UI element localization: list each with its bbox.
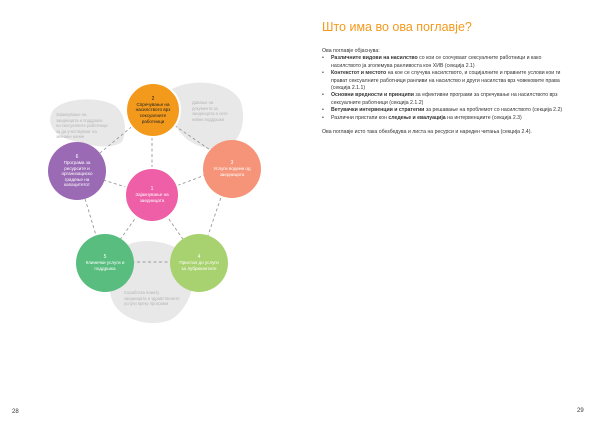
bullet-3: [322, 92, 570, 107]
node-1-label: Зајакнување на заедницата: [135, 192, 169, 203]
right-page-number: 29: [577, 408, 584, 414]
node-5-number: 5: [103, 254, 107, 261]
blob-note-top-left: Зајакнување на заедницата и поддршка на сексуалните работници за да учествуваат на значаен начин: [56, 112, 108, 140]
bullet-4-bold: Ветувачки интервенции и стратегии: [331, 107, 425, 114]
node-1: [124, 167, 180, 223]
bullet-2: [322, 70, 570, 92]
left-page-number: 28: [12, 409, 19, 415]
bullet-5: [322, 115, 570, 122]
blob-note-top-right: Давање на документи за заедницата и сите нивни поддршки: [192, 100, 228, 122]
blob-note-bottom: Соработка помеѓу заедницата и здравствените услуги преку програми: [124, 290, 180, 307]
bullet-5-text: Различни пристапи кон: [331, 114, 389, 121]
bullet-5-bold: следење и евалуација: [388, 114, 446, 121]
node-3: [203, 140, 261, 198]
page-title: Што има во ова поглавје?: [322, 20, 472, 34]
chapter-summary: [322, 48, 570, 137]
node-2-label: Спречување на насилството врз сексуалните работници: [135, 101, 171, 124]
intro-text: Ова поглавје објаснува:: [322, 48, 380, 54]
node-5-label: Клинички услуги и поддршка: [85, 260, 125, 271]
node-3-label: Услуги водени од заедницата: [213, 166, 251, 177]
node-6-label: Програма за ресурсите и организациско градење на капацитетот: [61, 160, 93, 188]
node-5: [76, 234, 134, 292]
node-2: [125, 82, 181, 138]
node-3-number: 3: [230, 160, 234, 167]
bullet-1-text: со кои се соочуваат сексуалните работници и како насилството ја зголемува ранливоста кон ХИВ (секција 2.1): [331, 55, 542, 69]
bullet-2-text: на кое се случува насилството, и социјалните и правните услови кои ги прават сексуалните работници ранливи на насилство и други насилства врз човековите права (секција 2.1.1): [331, 70, 561, 92]
node-4-number: 4: [197, 254, 201, 261]
bullet-1: [322, 55, 570, 70]
bullet-5-text-2: на интервенциите (секција 2.3): [445, 114, 522, 121]
bullet-1-bold: Различните видови на насилство: [331, 55, 418, 62]
bullet-3-text: за ефективни програми за спречување на насилството врз сексуалните работници (секција 2.1.2): [331, 92, 558, 106]
bullet-2-bold: Контекстот и местото: [331, 70, 387, 77]
node-4: [170, 234, 228, 292]
node-4-label: Пристап до услуги за лубрикантите: [179, 260, 219, 271]
bullet-4: [322, 107, 570, 114]
node-6: [48, 142, 106, 200]
bullet-4-text: за решавање на проблемот со насилството (секција 2.2): [424, 107, 563, 114]
node-6-number: 6: [75, 154, 79, 161]
bullet-3-bold: Основни вредности и принципи: [331, 92, 414, 99]
closing-text: Ова поглавје исто така обезбедува и листа на ресурси и нареден читања (секција 2.4).: [322, 129, 532, 136]
node-2-number: 2: [151, 95, 155, 102]
node-1-number: 1: [150, 186, 154, 193]
